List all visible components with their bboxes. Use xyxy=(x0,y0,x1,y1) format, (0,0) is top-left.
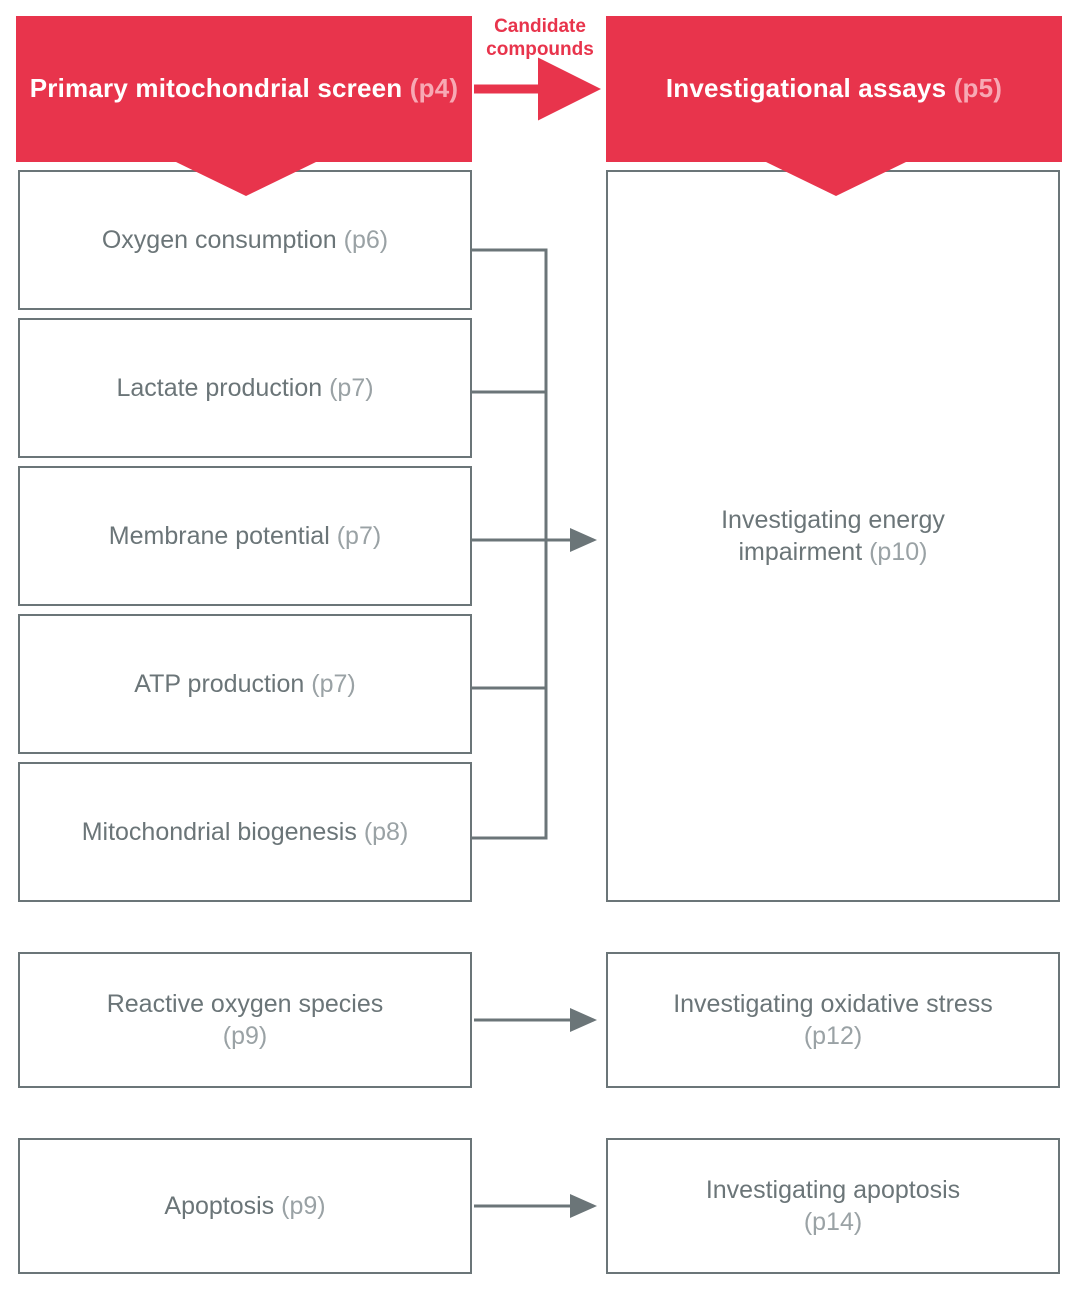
banner-investigational-assays-page: (p5) xyxy=(953,73,1003,104)
box-membrane-potential xyxy=(18,466,472,606)
box-apoptosis-label: Apoptosis xyxy=(164,1192,275,1220)
box-investigating-energy-impairment xyxy=(606,170,1060,902)
box-atp-production-label: ATP production xyxy=(134,670,305,698)
box-membrane-potential-page: (p7) xyxy=(336,522,382,550)
box-reactive-oxygen-species xyxy=(18,952,472,1088)
banner-primary-screen-page: (p4) xyxy=(409,73,459,104)
box-apoptosis-page: (p9) xyxy=(281,1192,326,1220)
box-investigating-energy-impairment-label: Investigating energy impairment xyxy=(721,506,945,566)
box-reactive-oxygen-species-page: (p9) xyxy=(222,1022,268,1050)
box-oxygen-consumption xyxy=(18,170,472,310)
box-reactive-oxygen-species-label: Reactive oxygen species xyxy=(106,990,384,1018)
box-investigating-apoptosis-label: Investigating apoptosis xyxy=(705,1176,961,1204)
banner-investigational-assays xyxy=(606,16,1062,162)
box-atp-production-page: (p7) xyxy=(311,670,356,698)
box-lactate-production-label: Lactate production xyxy=(116,374,323,402)
candidate-compounds-label xyxy=(478,16,602,62)
box-investigating-oxidative-stress-label: Investigating oxidative stress xyxy=(673,990,993,1018)
candidate-compounds-line1: Candidate xyxy=(494,16,586,37)
energy-assays-bracket xyxy=(472,250,546,838)
box-lactate-production-page: (p7) xyxy=(329,374,374,402)
box-investigating-apoptosis xyxy=(606,1138,1060,1274)
box-investigating-energy-impairment-page: (p10) xyxy=(869,538,928,566)
box-investigating-apoptosis-page: (p14) xyxy=(803,1208,863,1236)
box-mitochondrial-biogenesis-page: (p8) xyxy=(363,818,409,846)
box-investigating-oxidative-stress-page: (p12) xyxy=(803,1022,863,1050)
box-atp-production xyxy=(18,614,472,754)
box-mitochondrial-biogenesis xyxy=(18,762,472,902)
box-oxygen-consumption-page: (p6) xyxy=(343,226,389,254)
box-investigating-oxidative-stress xyxy=(606,952,1060,1088)
box-mitochondrial-biogenesis-label: Mitochondrial biogenesis xyxy=(81,818,357,846)
box-lactate-production xyxy=(18,318,472,458)
banner-primary-screen-title: Primary mitochondrial screen xyxy=(29,73,403,104)
box-membrane-potential-label: Membrane potential xyxy=(108,522,330,550)
candidate-compounds-line2: compounds xyxy=(486,38,594,60)
box-oxygen-consumption-label: Oxygen consumption xyxy=(101,226,337,254)
banner-investigational-assays-title: Investigational assays xyxy=(665,73,947,104)
banner-primary-screen xyxy=(16,16,472,162)
box-apoptosis xyxy=(18,1138,472,1274)
